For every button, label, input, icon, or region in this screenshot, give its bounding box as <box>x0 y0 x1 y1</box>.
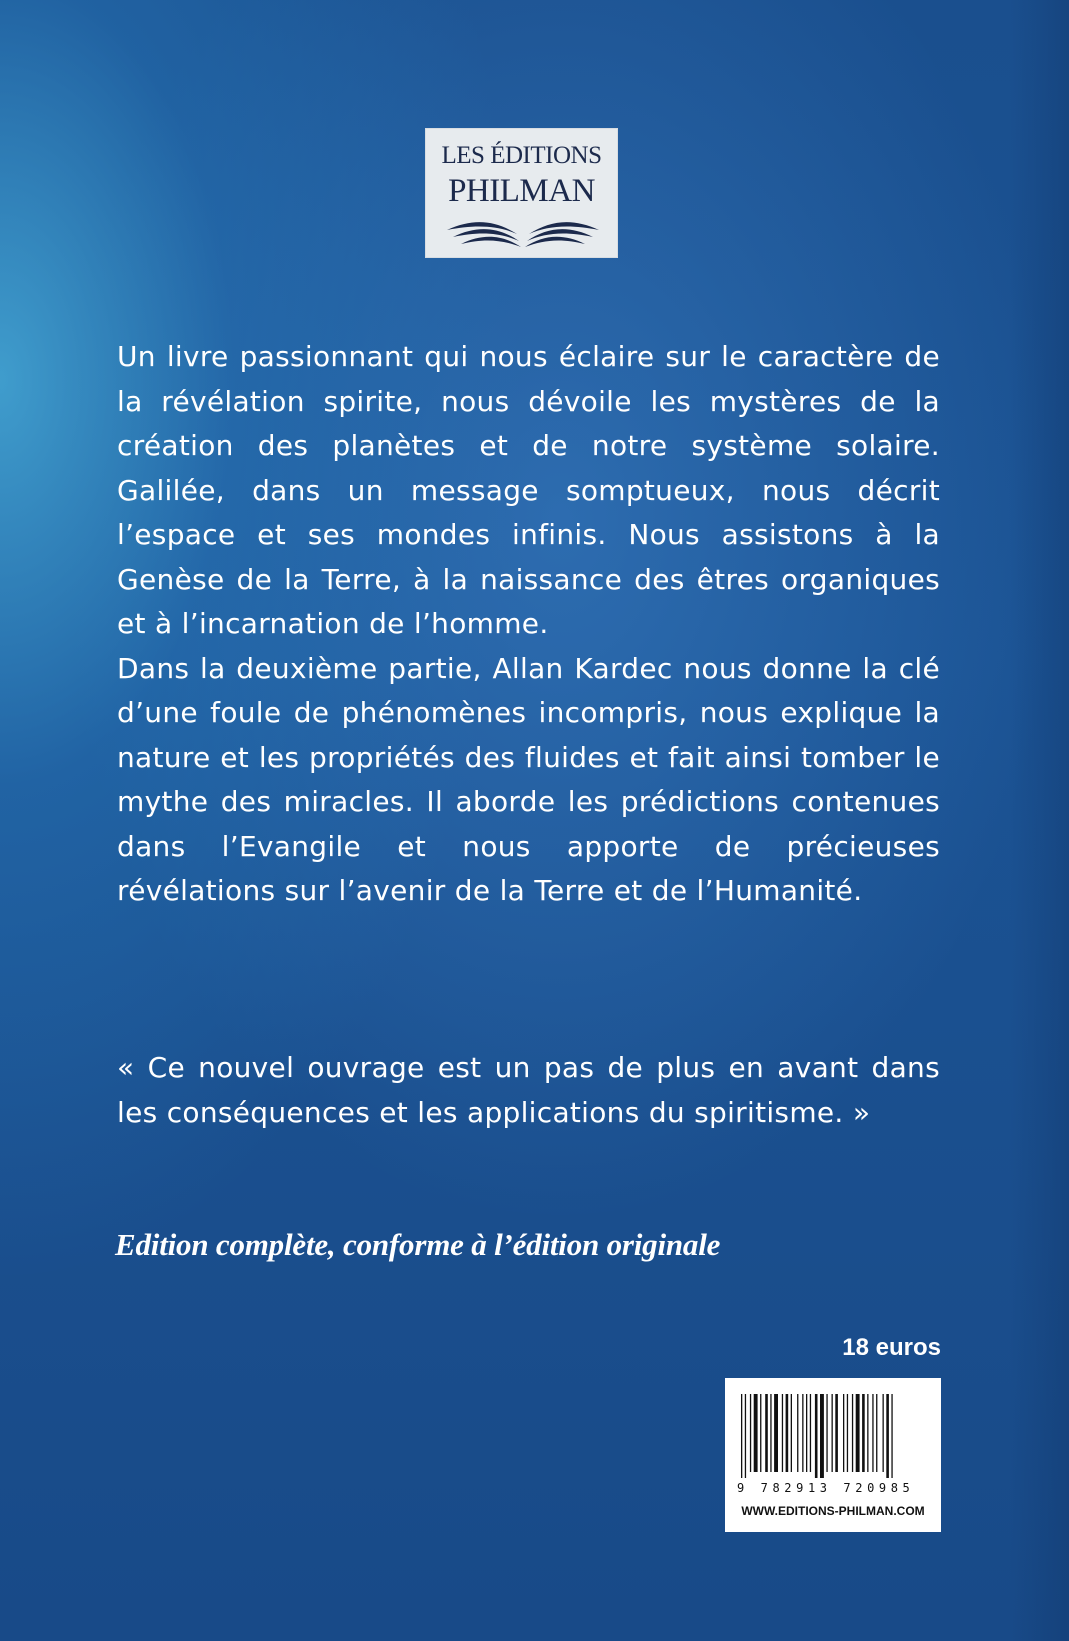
barcode-icon <box>739 1394 929 1478</box>
barcode-bar <box>806 1394 807 1472</box>
barcode-bar <box>741 1394 742 1478</box>
barcode-bar <box>786 1394 789 1472</box>
publisher-website: WWW.EDITIONS-PHILMAN.COM <box>741 1504 925 1518</box>
barcode-bar <box>826 1394 827 1472</box>
barcode-bar <box>791 1394 792 1472</box>
waves-icon <box>443 214 603 248</box>
publisher-logo-line2: PHILMAN <box>448 173 595 209</box>
barcode-bar <box>832 1394 833 1472</box>
barcode-bar <box>852 1394 853 1472</box>
barcode-panel <box>725 1378 941 1532</box>
publisher-logo <box>425 128 618 258</box>
cover-edge-shade <box>1009 0 1069 1641</box>
barcode-bar <box>745 1394 746 1478</box>
barcode-bar <box>886 1394 889 1478</box>
barcode-bar <box>815 1394 818 1478</box>
description-paragraph-1: Un livre passionnant qui nous éclaire sur le caractère de la révélation spirite, nous dévoile les mystères de la création des planètes et de notre système solaire. Galilée, dans un message somptueux, nous décrit l’espace et ses mondes infinis. Nous assistons à la Genèse de la Terre, à la naissance des êtres organiques et à l’incarnation de l’homme. <box>117 340 940 640</box>
barcode-bar <box>835 1394 838 1472</box>
barcode-bar <box>847 1394 848 1472</box>
barcode-bar <box>883 1394 884 1472</box>
barcode-bar <box>754 1394 758 1472</box>
edition-note: Edition complète, conforme à l’édition originale <box>115 1227 721 1262</box>
barcode-bar <box>876 1394 877 1472</box>
quote: « Ce nouvel ouvrage est un pas de plus en avant dans les conséquences et les applications du spiritisme. » <box>117 1051 940 1129</box>
barcode-bar <box>891 1394 892 1478</box>
barcode-bar <box>862 1394 865 1472</box>
barcode-bar <box>797 1394 798 1472</box>
description <box>117 335 940 914</box>
barcode-bar <box>872 1394 873 1472</box>
price-label: 18 euros <box>842 1334 941 1361</box>
barcode-bar <box>810 1394 811 1472</box>
publisher-logo-line1: LES ÉDITIONS <box>441 142 602 169</box>
barcode-bar <box>760 1394 761 1472</box>
barcode-digits: 9 782913 720985 <box>737 1481 915 1495</box>
barcode-bar <box>774 1394 778 1472</box>
barcode-bar <box>750 1394 751 1472</box>
barcode-bar <box>820 1394 824 1478</box>
barcode-bar <box>867 1394 868 1472</box>
barcode-bar <box>843 1394 844 1472</box>
description-paragraph-2: Dans la deuxième partie, Allan Kardec nous donne la clé d’une foule de phénomènes incompris, nous explique la nature et les propriétés des fluides et fait ainsi tomber le mythe des miracles. Il aborde les prédictions contenues dans l’Evangile et nous apporte de précieuses révélations sur l’avenir de la Terre et de l’Humanité. <box>117 651 940 907</box>
barcode-bar <box>770 1394 771 1472</box>
barcode-bar <box>765 1394 768 1472</box>
barcode-bar <box>782 1394 783 1472</box>
barcode-bar <box>802 1394 803 1472</box>
barcode-bar <box>856 1394 860 1472</box>
